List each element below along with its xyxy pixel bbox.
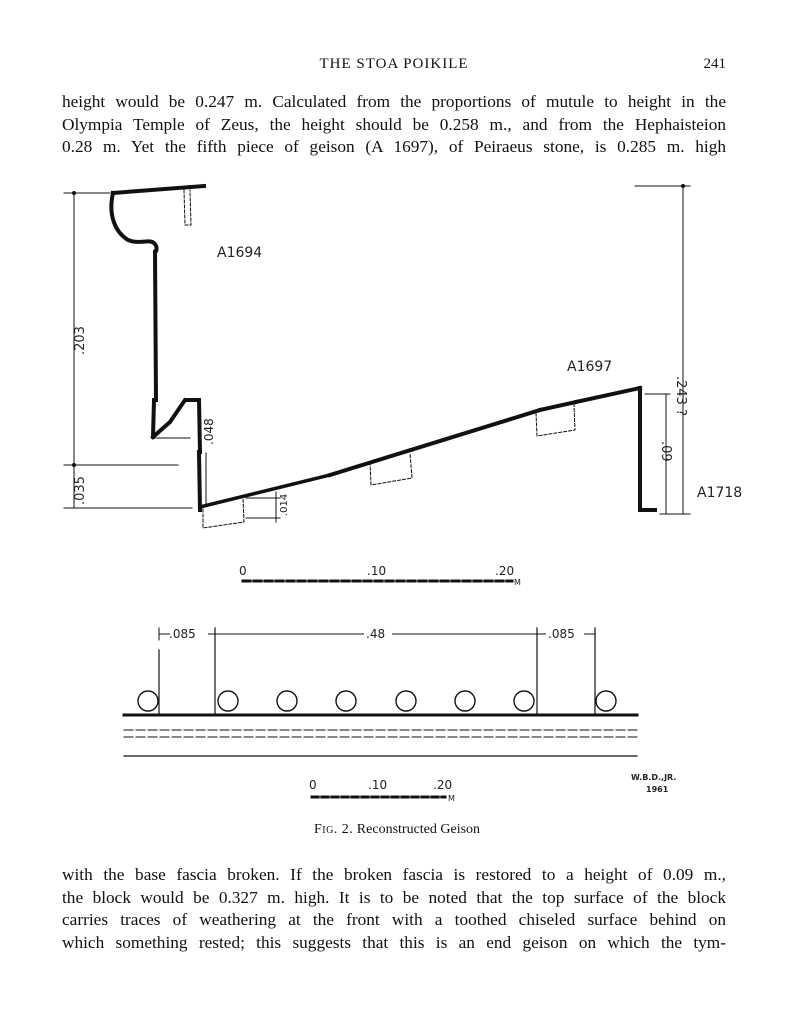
gutta bbox=[514, 691, 534, 711]
dim-243: .243 ? bbox=[673, 376, 688, 416]
paragraph-bottom bbox=[62, 864, 726, 954]
figure-label: Fig. 2. bbox=[313, 822, 354, 837]
dim-085-left: .085 bbox=[169, 627, 196, 641]
running-head bbox=[62, 56, 726, 78]
text-line: with the base fascia broken. If the broken fascia is restored to a height of 0.09 m., bbox=[62, 865, 726, 884]
scale-upper-tick-0: 0 bbox=[239, 564, 247, 578]
signature-initials: W.B.D.,JR. bbox=[631, 773, 677, 782]
gutta bbox=[596, 691, 616, 711]
scale-upper-unit: M bbox=[514, 578, 521, 587]
label-a1697: A1697 bbox=[567, 359, 613, 375]
profile-a1694 bbox=[111, 186, 204, 510]
scale-lower-unit: M bbox=[448, 794, 455, 803]
text-line: which something rested; this suggests that this is an end geison on which the tym- bbox=[62, 932, 726, 952]
plan-drawing bbox=[124, 628, 637, 756]
text-line: height would be 0.247 m. Calculated from the proportions of mutule to height in the bbox=[62, 92, 726, 111]
dimension-014 bbox=[246, 492, 280, 522]
paragraph-top bbox=[62, 91, 726, 159]
gutta bbox=[218, 691, 238, 711]
profile-a1697 bbox=[200, 388, 655, 528]
gutta bbox=[138, 691, 158, 711]
guttae bbox=[138, 691, 616, 711]
label-a1694: A1694 bbox=[217, 245, 263, 261]
caption-text: Reconstructed Geison bbox=[356, 822, 481, 837]
dim-203: .203 bbox=[73, 326, 88, 355]
dim-014: .014 bbox=[279, 493, 290, 516]
running-title: THE STOA POIKILE bbox=[319, 56, 469, 72]
dim-48: .48 bbox=[366, 627, 386, 641]
dim-085-right: .085 bbox=[548, 627, 575, 641]
text-line: the block would be 0.327 m. high. It is to be noted that the top surface of the block bbox=[62, 887, 726, 907]
scale-upper-tick-20: .20 bbox=[495, 564, 515, 578]
label-a1718: A1718 bbox=[697, 485, 743, 501]
dimension-lines-right bbox=[635, 185, 690, 515]
gutta bbox=[277, 691, 297, 711]
scale-upper-tick-10: .10 bbox=[367, 564, 387, 578]
page-number: 241 bbox=[703, 56, 726, 72]
text-line: 0.28 m. Yet the fifth piece of geison (A 1697), of Peiraeus stone, is 0.285 m. high bbox=[62, 137, 726, 156]
gutta bbox=[455, 691, 475, 711]
text-line: carries traces of weathering at the front with a toothed chiseled surface behind on bbox=[62, 910, 726, 929]
dim-048: .048 bbox=[202, 418, 216, 445]
text-line: Olympia Temple of Zeus, the height should be 0.258 m., and from the Hephaisteion bbox=[62, 114, 726, 134]
gutta bbox=[396, 691, 416, 711]
scale-lower-tick-20: .20 bbox=[433, 778, 453, 792]
gutta bbox=[336, 691, 356, 711]
geison-figure bbox=[0, 170, 794, 815]
scale-lower-tick-0: 0 bbox=[309, 778, 317, 792]
dim-035: .035 bbox=[73, 476, 88, 505]
dim-09: .09 bbox=[658, 441, 673, 462]
figure-caption bbox=[0, 822, 794, 838]
scale-lower-tick-10: .10 bbox=[368, 778, 388, 792]
signature-year: 1961 bbox=[646, 785, 669, 794]
